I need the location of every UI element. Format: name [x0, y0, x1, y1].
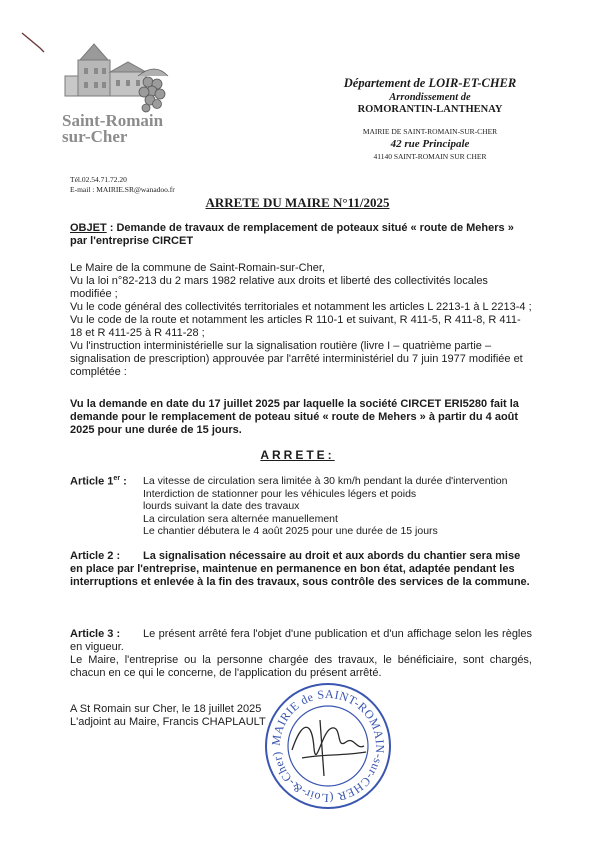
- email: E-mail : MAIRIE.SR@wanadoo.fr: [70, 185, 175, 194]
- article-3-label: Article 3 :: [70, 628, 121, 640]
- article-1-line: Interdiction de stationner pour les véhicules légers et poids: [143, 487, 417, 500]
- article-1-line: La circulation sera alternée manuellement: [143, 512, 338, 525]
- article-1-body: [143, 475, 533, 538]
- visa-line: Le Maire de la commune de Saint-Romain-sur-Cher,: [70, 262, 325, 274]
- visa-line: Vu le code général des collectivités territoriales et notamment les articles L 2213-1 à L 2213-4 ;: [70, 301, 532, 313]
- visa-line: Vu l'instruction interministérielle sur la signalisation routière (livre I – quatrième partie – signalisation de prescription) approuvée par l'arrêté interministériel du 7 juin 1977 modifiée et complétée :: [70, 340, 523, 378]
- article-1-label: Article 1er :: [70, 475, 127, 488]
- street-address: 42 rue Principale: [390, 138, 470, 150]
- phone: Tél.02.54.71.72.20: [70, 175, 127, 184]
- handwritten-signature: [292, 720, 366, 776]
- document-title: ARRETE DU MAIRE N°11/2025: [205, 195, 390, 210]
- place-date: A St Romain sur Cher, le 18 juillet 2025: [70, 703, 262, 715]
- department: Département de LOIR-ET-CHER: [343, 76, 517, 90]
- visa-line: Vu le code de la route et notamment les articles R 110-1 et suivant, R 411-5, R 411-8, R 411-18 et R 411-25 à R 411-28 ;: [70, 314, 521, 339]
- objet-text: : Demande de travaux de remplacement de poteaux situé « route de Mehers » par l'entreprise CIRCET: [70, 222, 514, 247]
- article-2-text: La signalisation nécessaire au droit et aux abords du chantier sera mise en place par l'entreprise, maintenue en permanence en bon état, adaptée pendant les interruptions et enlevée à la fin des travaux, sous contrôle des services de la commune.: [70, 550, 530, 588]
- article-1-line: lourds suivant la date des travaux: [143, 500, 300, 513]
- mairie-stamp: [262, 680, 394, 812]
- demande-paragraph: Vu la demande en date du 17 juillet 2025 par laquelle la société CIRCET ERI5280 fait la demande pour le remplacement de poteau situé « route de Mehers » à partir du 4 août 2025 pour une durée de 15 jours.: [70, 398, 519, 436]
- visas: [70, 262, 532, 379]
- article-2-label: Article 2 :: [70, 550, 121, 562]
- article-3-text-1: Le présent arrêté fera l'objet d'une publication et d'un affichage selon les règles en vigueur.: [70, 628, 532, 653]
- administrative-header: [300, 76, 560, 161]
- arrondissement: Arrondissement de: [389, 92, 471, 103]
- contact-block: [70, 175, 175, 195]
- signer-name: L'adjoint au Maire, Francis CHAPLAULT: [70, 716, 266, 728]
- mairie-name: MAIRIE DE SAINT-ROMAIN-SUR-CHER: [362, 127, 498, 136]
- article-1-line: Le chantier débutera le 4 août 2025 pour une durée de 15 jours: [143, 525, 438, 538]
- arrete-heading: ARRETE:: [260, 448, 335, 462]
- stamp-ring-text: MAIRIE de SAINT-ROMAIN-sur-CHER (Loir-&-Cher): [268, 686, 388, 806]
- article-3-text-2: Le Maire, l'entreprise ou la personne chargée des travaux, le bénéficiaire, sont chargés, chacun en ce qui le concerne, de l'application du présent arrêté.: [70, 654, 532, 679]
- objet-label: OBJET: [70, 222, 107, 234]
- article-3: [70, 628, 532, 680]
- logo-text-line1: Saint-Romain: [62, 111, 164, 130]
- logo-text-line2: sur-Cher: [62, 127, 128, 145]
- arrondissement-name: ROMORANTIN-LANTHENAY: [357, 104, 503, 115]
- visa-line: Vu la loi n°82-213 du 2 mars 1982 relative aux droits et liberté des collectivités locales modifiée ;: [70, 275, 488, 300]
- article-1-line: La vitesse de circulation sera limitée à 30 km/h pendant la durée d'intervention: [143, 475, 508, 487]
- objet-paragraph: [70, 222, 530, 248]
- postal-address: 41140 SAINT-ROMAIN SUR CHER: [373, 152, 487, 161]
- municipal-logo: [60, 40, 170, 145]
- signature-block: [70, 703, 266, 729]
- pen-mark: [20, 30, 48, 56]
- article-2: [70, 550, 532, 589]
